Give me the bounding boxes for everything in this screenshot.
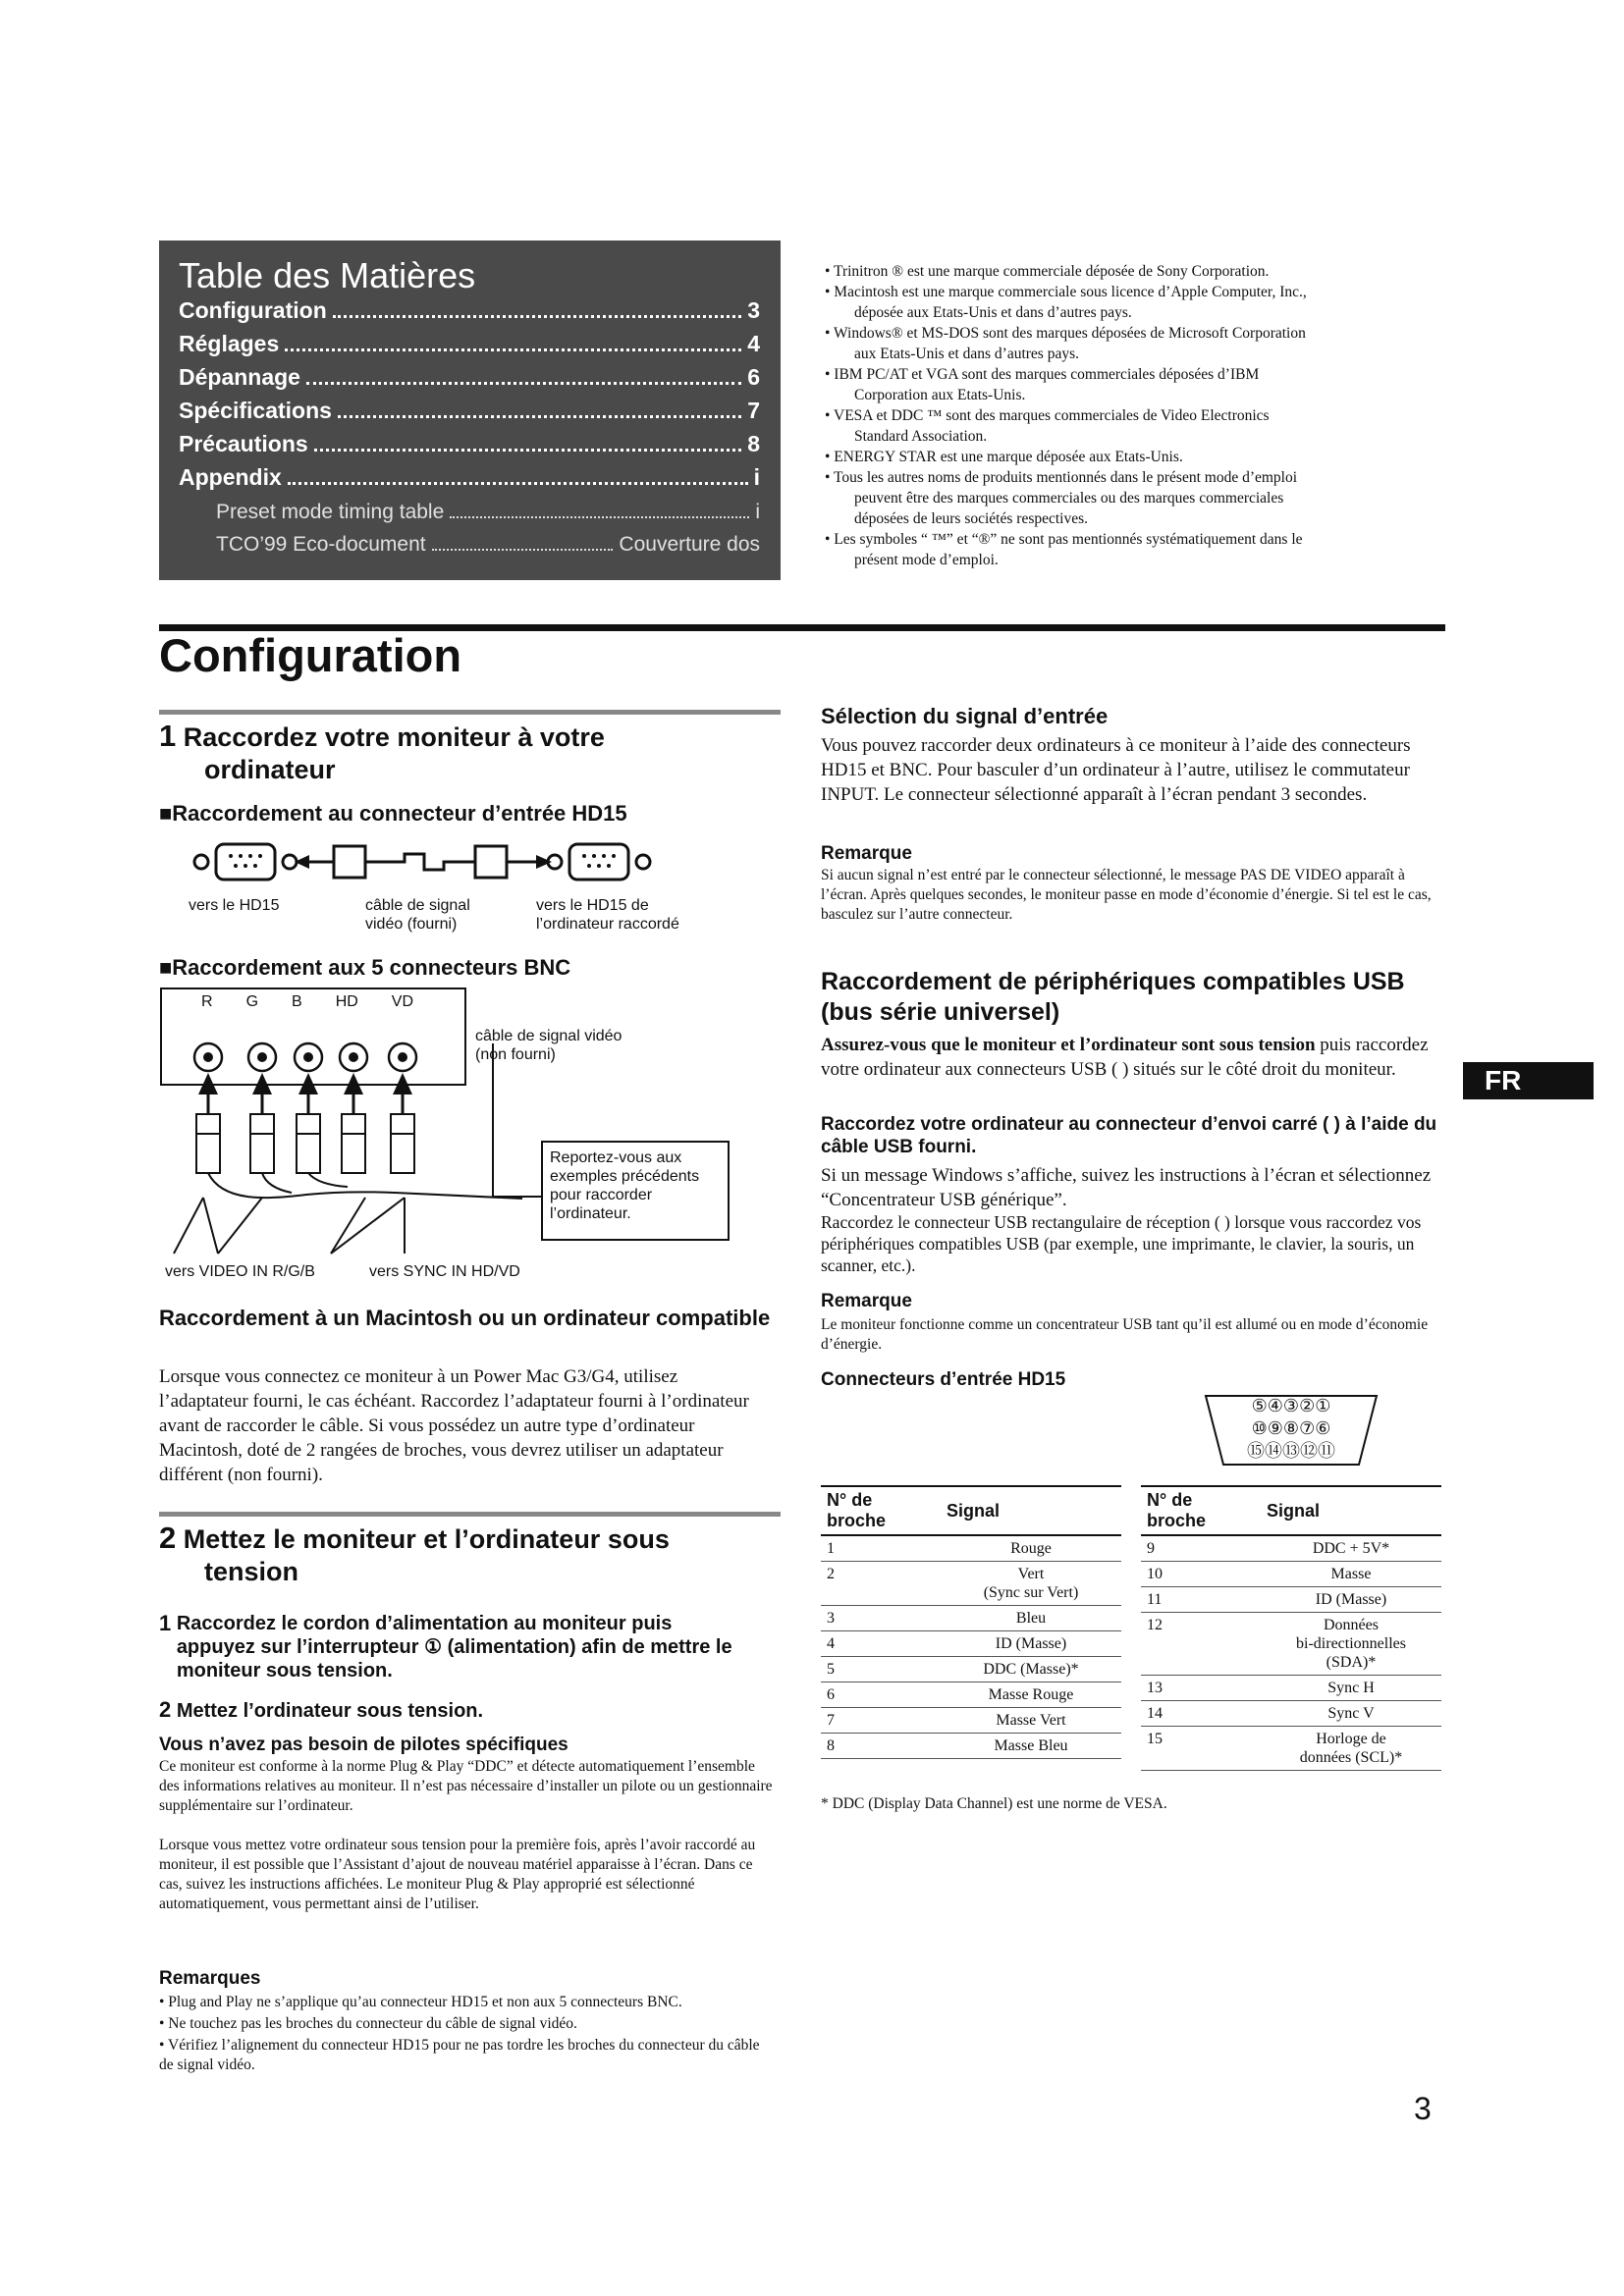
toc-subrow-page: Couverture dos <box>619 533 760 556</box>
table-row <box>821 1631 1121 1657</box>
remarks-list <box>159 1993 773 2077</box>
language-tab: FR <box>1463 1062 1594 1099</box>
table-row <box>821 1657 1121 1682</box>
bnc-cable-diagram <box>159 987 748 1271</box>
toc-leader <box>338 415 741 418</box>
trademark-notes <box>825 261 1453 570</box>
toc-subrow-page: i <box>755 501 760 523</box>
usb-heading: Raccordement de périphériques compatibles USB (bus série universel) <box>821 968 1405 1026</box>
pin-table-right <box>1141 1485 1441 1771</box>
signal-remark-text: Si aucun signal n’est entré par le connecteur sélectionné, le message PAS DE VIDEO apparaît à l’écran. Après quelques secondes, le moniteur passe en mode d’économie d’énergie. Si tel est le cas, basculez sur l’autre connecteur. <box>821 867 1432 923</box>
toc-leader <box>288 482 748 485</box>
signal-cell: Données bi-directionnelles (SDA)* <box>1261 1613 1441 1676</box>
pin-number-cell: 8 <box>821 1734 941 1759</box>
toc-row-page: 7 <box>747 398 760 423</box>
table-row <box>821 1535 1121 1562</box>
toc-leader <box>432 549 614 551</box>
pin-table-left <box>821 1485 1121 1759</box>
toc-subrow-label: TCO’99 Eco-document <box>216 533 426 556</box>
signal-cell: Bleu <box>941 1606 1121 1631</box>
toc-leader <box>285 348 741 351</box>
pin-number-cell: 11 <box>1141 1587 1261 1613</box>
signal-cell: Masse <box>1261 1562 1441 1587</box>
page-title: Configuration <box>159 629 462 681</box>
toc-subrow <box>216 501 760 524</box>
pin-number-cell: 10 <box>1141 1562 1261 1587</box>
hd15-pin-layout <box>1218 1395 1365 1463</box>
hd15-caption-monitor: vers le HD15 <box>189 897 280 914</box>
pin-number-cell: 9 <box>1141 1535 1261 1562</box>
trademark-line: • IBM PC/AT et VGA sont des marques commerciales déposées d’IBM <box>825 366 1260 383</box>
trademark-line: • Les symboles “ ™” et “®” ne sont pas mentionnés systématiquement dans le <box>825 531 1303 548</box>
table-row <box>821 1562 1121 1606</box>
remark-item: • Vérifiez l’alignement du connecteur HD15 pour ne pas tordre les broches du connecteur du câble de signal vidéo. <box>159 2037 760 2073</box>
toc-row <box>179 431 760 457</box>
pin-number-cell: 14 <box>1141 1701 1261 1727</box>
pin-number-cell: 3 <box>821 1606 941 1631</box>
remarks-heading: Remarques <box>159 1968 261 1989</box>
hd15-caption-cable: câble de signal vidéo (fourni) <box>365 897 470 933</box>
table-of-contents <box>159 240 781 580</box>
trademark-line: aux Etats-Unis et dans d’autres pays. <box>854 346 1079 362</box>
usb-text-2: Si un message Windows s’affiche, suivez les instructions à l’écran et sélectionnez “Concentrateur USB générique”. <box>821 1165 1432 1210</box>
signal-cell: Sync V <box>1261 1701 1441 1727</box>
table-row <box>821 1682 1121 1708</box>
pin-number-cell: 4 <box>821 1631 941 1657</box>
signal-cell: Sync H <box>1261 1676 1441 1701</box>
signal-heading: Sélection du signal d’entrée <box>821 704 1109 728</box>
pin-row: ⑤④③②① <box>1251 1396 1331 1416</box>
pin-number-cell: 15 <box>1141 1727 1261 1771</box>
signal-cell: ID (Masse) <box>1261 1587 1441 1613</box>
table-row <box>1141 1701 1441 1727</box>
bnc-caption-sync: vers SYNC IN HD/VD <box>369 1263 520 1280</box>
signal-text: Vous pouvez raccorder deux ordinateurs à ce moniteur à l’aide des connecteurs HD15 et BNC. Pour basculer d’un ordinateur à l’autre, utilisez le commutateur INPUT. Le connecteur sélectionné apparaît à l’écran pendant 3 secondes. <box>821 735 1411 805</box>
toc-row-page: 3 <box>747 297 760 323</box>
drivers-text: Ce moniteur est conforme à la norme Plug & Play “DDC” et détecte automatiquement l’ensemble des informations relatives au moniteur. Il n’est pas nécessaire d’installer un pilote ou un gestionnaire supplémentaire sur l’ordinateur. <box>159 1758 773 1814</box>
signal-cell: Masse Rouge <box>941 1682 1121 1708</box>
toc-row-page: i <box>753 464 760 490</box>
usb-remark-heading: Remarque <box>821 1291 912 1311</box>
bnc-labels <box>201 992 413 1011</box>
pin-number-cell: 6 <box>821 1682 941 1708</box>
table-header-row <box>1141 1486 1441 1535</box>
toc-row-page: 4 <box>747 331 760 356</box>
bnc-label: G <box>245 993 259 1010</box>
mac-heading: Raccordement à un Macintosh ou un ordinateur compatible <box>159 1306 771 1330</box>
trademark-line: • Macintosh est une marque commerciale sous licence d’Apple Computer, Inc., <box>825 284 1307 300</box>
toc-row <box>179 364 760 391</box>
step2-sub1: 1 Raccordez le cordon d’alimentation au moniteur puis appuyez sur l’interrupteur ① (alimentation) afin de mettre le moniteur sous tension. <box>159 1611 732 1682</box>
pin-number-cell: 5 <box>821 1657 941 1682</box>
pin-number-cell: 7 <box>821 1708 941 1734</box>
table-row <box>821 1606 1121 1631</box>
table-footnote: * DDC (Display Data Channel) est une norme de VESA. <box>821 1795 1167 1812</box>
remark-item: • Ne touchez pas les broches du connecteur du câble de signal vidéo. <box>159 2015 577 2032</box>
toc-row-label: Spécifications <box>179 398 332 423</box>
trademark-line: • ENERGY STAR est une marque déposée aux Etats-Unis. <box>825 449 1183 465</box>
toc-row-page: 6 <box>747 364 760 390</box>
signal-cell: ID (Masse) <box>941 1631 1121 1657</box>
toc-row-page: 8 <box>747 431 760 456</box>
toc-leader <box>450 516 749 518</box>
column-header: N° de broche <box>1141 1486 1261 1535</box>
signal-cell: Rouge <box>941 1535 1121 1562</box>
bnc-label: R <box>201 993 213 1010</box>
table-row <box>1141 1562 1441 1587</box>
hd15-caption-computer: vers le HD15 de l’ordinateur raccordé <box>536 897 679 933</box>
trademark-line: • VESA et DDC ™ sont des marques commerciales de Video Electronics <box>825 407 1270 424</box>
hd15-pin-heading: Connecteurs d’entrée HD15 <box>821 1369 1066 1390</box>
usb-remark-text: Le moniteur fonctionne comme un concentrateur USB tant qu’il est allumé ou en mode d’économie d’énergie. <box>821 1316 1429 1353</box>
table-row <box>1141 1535 1441 1562</box>
drivers-heading: Vous n’avez pas besoin de pilotes spécifiques <box>159 1735 568 1755</box>
bnc-caption-video: vers VIDEO IN R/G/B <box>165 1263 315 1280</box>
page-number: 3 <box>1414 2091 1432 2126</box>
table-row <box>1141 1676 1441 1701</box>
toc-leader <box>314 449 742 452</box>
signal-cell: Vert (Sync sur Vert) <box>941 1562 1121 1606</box>
bnc-note: Reportez-vous aux exemples précédents pour raccorder l’ordinateur. <box>550 1149 700 1222</box>
toc-subrow-label: Preset mode timing table <box>216 501 445 523</box>
bnc-label: HD <box>335 993 358 1010</box>
step2-rule <box>159 1512 781 1517</box>
signal-cell: Masse Vert <box>941 1708 1121 1734</box>
trademark-line: Corporation aux Etats-Unis. <box>854 387 1026 403</box>
trademark-line: peuvent être des marques commerciales ou des marques commerciales <box>854 490 1284 507</box>
toc-row <box>179 297 760 324</box>
trademark-line: déposées de leurs sociétés respectives. <box>854 510 1089 527</box>
hd15-cable-diagram <box>187 834 658 893</box>
table-row <box>1141 1587 1441 1613</box>
toc-leader <box>333 315 741 318</box>
bnc-connection-heading: ■Raccordement aux 5 connecteurs BNC <box>159 955 571 980</box>
pin-number-cell: 13 <box>1141 1676 1261 1701</box>
toc-row-label: Précautions <box>179 431 308 456</box>
pin-number-cell: 1 <box>821 1535 941 1562</box>
toc-row-label: Réglages <box>179 331 280 356</box>
step1-heading: 1 Raccordez votre moniteur à votre ordinateur <box>159 719 605 784</box>
bnc-label: B <box>292 993 302 1010</box>
table-header-row <box>821 1486 1121 1535</box>
table-row <box>1141 1613 1441 1676</box>
signal-cell: Horloge de données (SCL)* <box>1261 1727 1441 1771</box>
toc-row-label: Appendix <box>179 464 282 490</box>
table-row <box>821 1708 1121 1734</box>
toc-row-label: Configuration <box>179 297 327 323</box>
signal-cell: DDC + 5V* <box>1261 1535 1441 1562</box>
column-header: N° de broche <box>821 1486 941 1535</box>
signal-cell: DDC (Masse)* <box>941 1657 1121 1682</box>
trademark-line: • Tous les autres noms de produits mentionnés dans le présent mode d’emploi <box>825 469 1298 486</box>
pin-row: ⑮⑭⑬⑫⑪ <box>1247 1441 1335 1462</box>
toc-title: Table des Matières <box>179 255 476 295</box>
signal-remark-heading: Remarque <box>821 843 912 864</box>
trademark-line: • Windows® et MS-DOS sont des marques déposées de Microsoft Corporation <box>825 325 1306 342</box>
step1-rule <box>159 710 781 715</box>
pin-number-cell: 2 <box>821 1562 941 1606</box>
table-row <box>1141 1727 1441 1771</box>
trademark-line: présent mode d’emploi. <box>854 552 999 568</box>
signal-cell: Masse Bleu <box>941 1734 1121 1759</box>
step2-heading: 2 Mettez le moniteur et l’ordinateur sous tension <box>159 1521 670 1586</box>
hd15-connection-heading: ■Raccordement au connecteur d’entrée HD15 <box>159 801 627 826</box>
pin-number-cell: 12 <box>1141 1613 1261 1676</box>
toc-row-label: Dépannage <box>179 364 300 390</box>
column-header: Signal <box>1261 1486 1441 1535</box>
pin-row: ⑩⑨⑧⑦⑥ <box>1251 1418 1331 1439</box>
usb-text-3: Raccordez le connecteur USB rectangulaire de réception ( ) lorsque vous raccordez vos périphériques compatibles USB (par exemple, une imprimante, le clavier, la souris, un scanner, etc.). <box>821 1212 1422 1275</box>
step2-sub2: 2 Mettez l’ordinateur sous tension. <box>159 1697 484 1722</box>
trademark-line: • Trinitron ® est une marque commerciale déposée de Sony Corporation. <box>825 263 1270 280</box>
usb-sub-heading: Raccordez votre ordinateur au connecteur d’envoi carré ( ) à l’aide du câble USB fourni. <box>821 1114 1437 1157</box>
trademark-line: Standard Association. <box>854 428 988 445</box>
toc-row <box>179 331 760 357</box>
bnc-cable-caption: câble de signal vidéo (non fourni) <box>475 1028 623 1063</box>
toc-row <box>179 398 760 424</box>
trademark-line: déposée aux Etats-Unis et dans d’autres pays. <box>854 304 1132 321</box>
toc-subrow <box>216 533 760 557</box>
remark-item: • Plug and Play ne s’applique qu’au connecteur HD15 et non aux 5 connecteurs BNC. <box>159 1994 682 2010</box>
drivers-text-2: Lorsque vous mettez votre ordinateur sous tension pour la première fois, après l’avoir raccordé au moniteur, il est possible que l’Assistant d’ajout de nouveau matériel apparaisse à l’écran. Dans ce cas, suivez les instructions affichées. Le moniteur Plug & Play approprié est sélectionné automatiquement, vous permettant ainsi de l’utiliser. <box>159 1837 756 1912</box>
toc-leader <box>306 382 741 385</box>
usb-text: Assurez-vous que le moniteur et l’ordinateur sont sous tension puis raccordez votre ordinateur aux connecteurs USB ( ) situés sur le côté droit du moniteur. <box>821 1035 1429 1080</box>
column-header: Signal <box>941 1486 1121 1535</box>
toc-row <box>179 464 760 491</box>
table-row <box>821 1734 1121 1759</box>
mac-text: Lorsque vous connectez ce moniteur à un Power Mac G3/G4, utilisez l’adaptateur fourni, le cas échéant. Raccordez l’adaptateur fourni à l’ordinateur avant de raccorder le câble. Si vous possédez un autre type d’ordinateur Macintosh, doté de 2 rangées de broches, vous devrez utiliser un adaptateur différent (non fourni). <box>159 1366 749 1485</box>
bnc-label: VD <box>391 993 414 1010</box>
